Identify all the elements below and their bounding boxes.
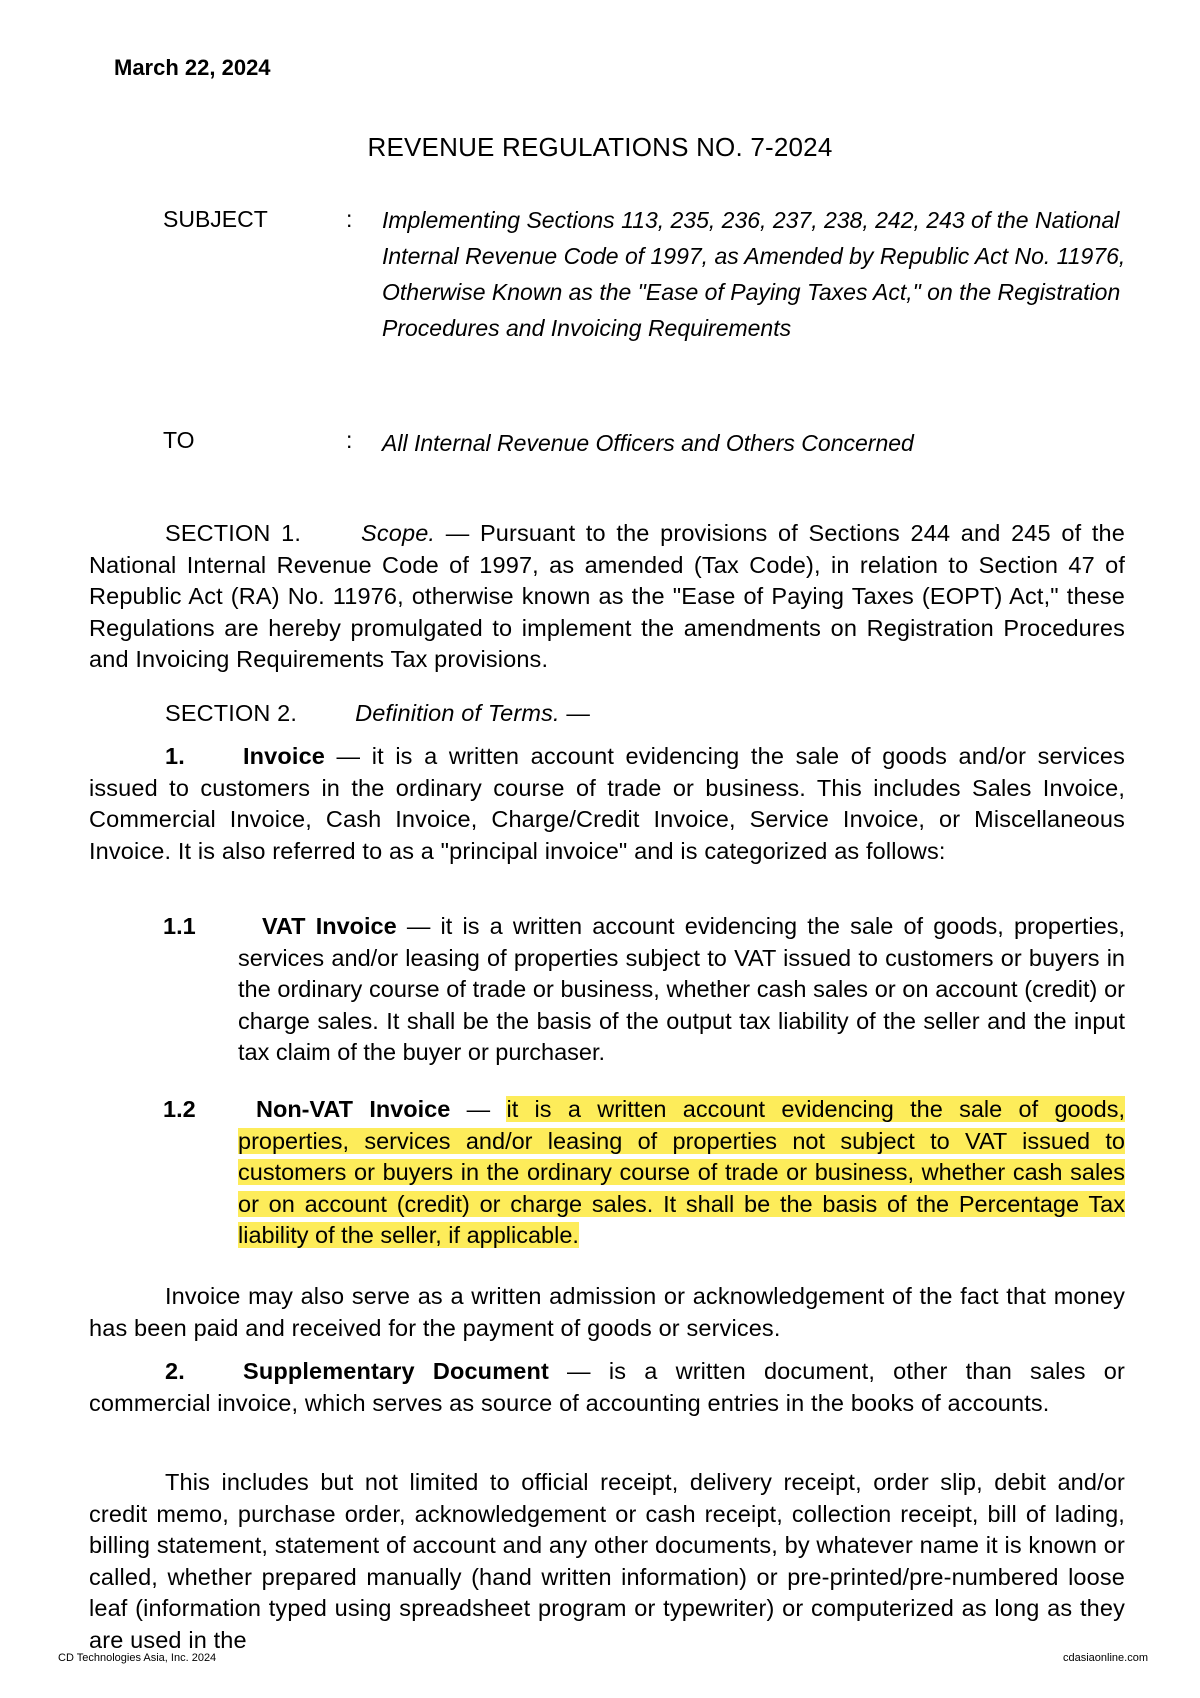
definition-vat-invoice <box>163 911 1125 1101</box>
definition-vat-invoice-term: VAT Invoice <box>262 913 397 939</box>
definition-non-vat-invoice-dash: — <box>450 1096 507 1122</box>
footer-website[interactable]: cdasiaonline.com <box>1063 1652 1148 1664</box>
definition-vat-invoice-number: 1.1 <box>163 913 196 939</box>
definition-supplementary-text: — is a written document, other than sales or commercial invoice, which serves as source of accounting entries in the books of accounts. <box>89 1358 1125 1416</box>
definition-supplementary-document <box>89 1356 1125 1419</box>
document-date: March 22, 2024 <box>114 55 271 80</box>
definition-invoice-number: 1. <box>165 743 185 769</box>
document-title: REVENUE REGULATIONS NO. 7-2024 <box>367 132 833 162</box>
section-2-heading-line <box>89 698 1125 730</box>
section-1-caption: Scope. <box>361 520 436 546</box>
subject-label: SUBJECT <box>163 206 268 232</box>
definition-invoice <box>89 741 1125 867</box>
to-row <box>0 427 1200 467</box>
definition-non-vat-invoice <box>163 1094 1125 1254</box>
section-1-paragraph <box>89 518 1125 676</box>
definition-non-vat-invoice-number: 1.2 <box>163 1096 196 1122</box>
supplementary-note: This includes but not limited to official receipt, delivery receipt, order slip, debit and/or credit memo, purchase order, acknowledgement or cash receipt, collection receipt, bill of lading, billing statement, statement of account and any other documents, by whatever name it is known or called, whether prepared manually (hand written information) or pre-printed/pre-numbered loose leaf (information typed using spreadsheet program or typewriter) or computerized as long as they are used in the <box>89 1469 1125 1653</box>
section-2-caption: Definition of Terms. <box>355 700 560 726</box>
to-label: TO <box>163 427 195 453</box>
definition-invoice-term: Invoice <box>243 743 326 769</box>
section-2-dash: — <box>559 700 591 726</box>
to-colon: : <box>346 427 353 453</box>
section-2-heading: SECTION 2. <box>165 700 298 726</box>
definition-supplementary-number: 2. <box>165 1358 185 1384</box>
to-text: All Internal Revenue Officers and Others Concerned <box>382 430 914 456</box>
definition-invoice-text: — it is a written account evidencing the sale of goods and/or services issued to customers in the ordinary course of trade or business. This includes Sales Invoice, Commercial Invoice, Cash Invoice, Charge/Credit Invoice, Service Invoice, or Miscellaneous Invoice. It is also referred to as a "principal invoice" and is categorized as follows: <box>89 743 1125 864</box>
definition-supplementary-term: Supplementary Document <box>243 1358 549 1384</box>
highlighted-text: it is a written account evidencing the sale of goods, properties, services and/or leasing of properties not subject to VAT issued to customers or buyers in the ordinary course of trade or business, whether cash sales or on account (credit) or charge sales. It shall be the basis of the Percentage Tax liability of the seller, if applicable. <box>238 1096 1126 1248</box>
subject-text: Implementing Sections 113, 235, 236, 237, 238, 242, 243 of the National Internal Revenue Code of 1997, as Amended by Republic Act No. 11976, Otherwise Known as the "Ease of Paying Taxes Act," on the Registration Procedures and Invoicing Requirements <box>382 207 1126 341</box>
definition-vat-invoice-text: — it is a written account evidencing the sale of goods, properties, services and/or leasing of properties subject to VAT issued to customers or buyers in the ordinary course of trade or business, whether cash sales or on account (credit) or charge sales. It shall be the basis of the output tax liability of the seller and the input tax claim of the buyer or purchaser. <box>238 913 1125 1065</box>
section-1-heading: SECTION 1. <box>165 520 302 546</box>
section-1-text: — Pursuant to the provisions of Sections 244 and 245 of the National Internal Revenue Code of 1997, as amended (Tax Code), in relation to Section 47 of Republic Act (RA) No. 11976, otherwise known as the "Ease of Paying Taxes (EOPT) Act," these Regulations are hereby promulgated to implement the amendments on Registration Procedures and Invoicing Requirements Tax provisions. <box>89 520 1125 672</box>
definition-non-vat-invoice-body <box>238 1094 1125 1252</box>
invoice-note: Invoice may also serve as a written admission or acknowledgement of the fact that money has been paid and received for the payment of goods or services. <box>89 1283 1125 1341</box>
definition-vat-invoice-body <box>238 911 1125 1069</box>
subject-row <box>0 206 1200 396</box>
footer-copyright: CD Technologies Asia, Inc. 2024 <box>58 1652 217 1664</box>
definition-non-vat-invoice-term: Non-VAT Invoice <box>256 1096 451 1122</box>
subject-colon: : <box>346 206 353 232</box>
